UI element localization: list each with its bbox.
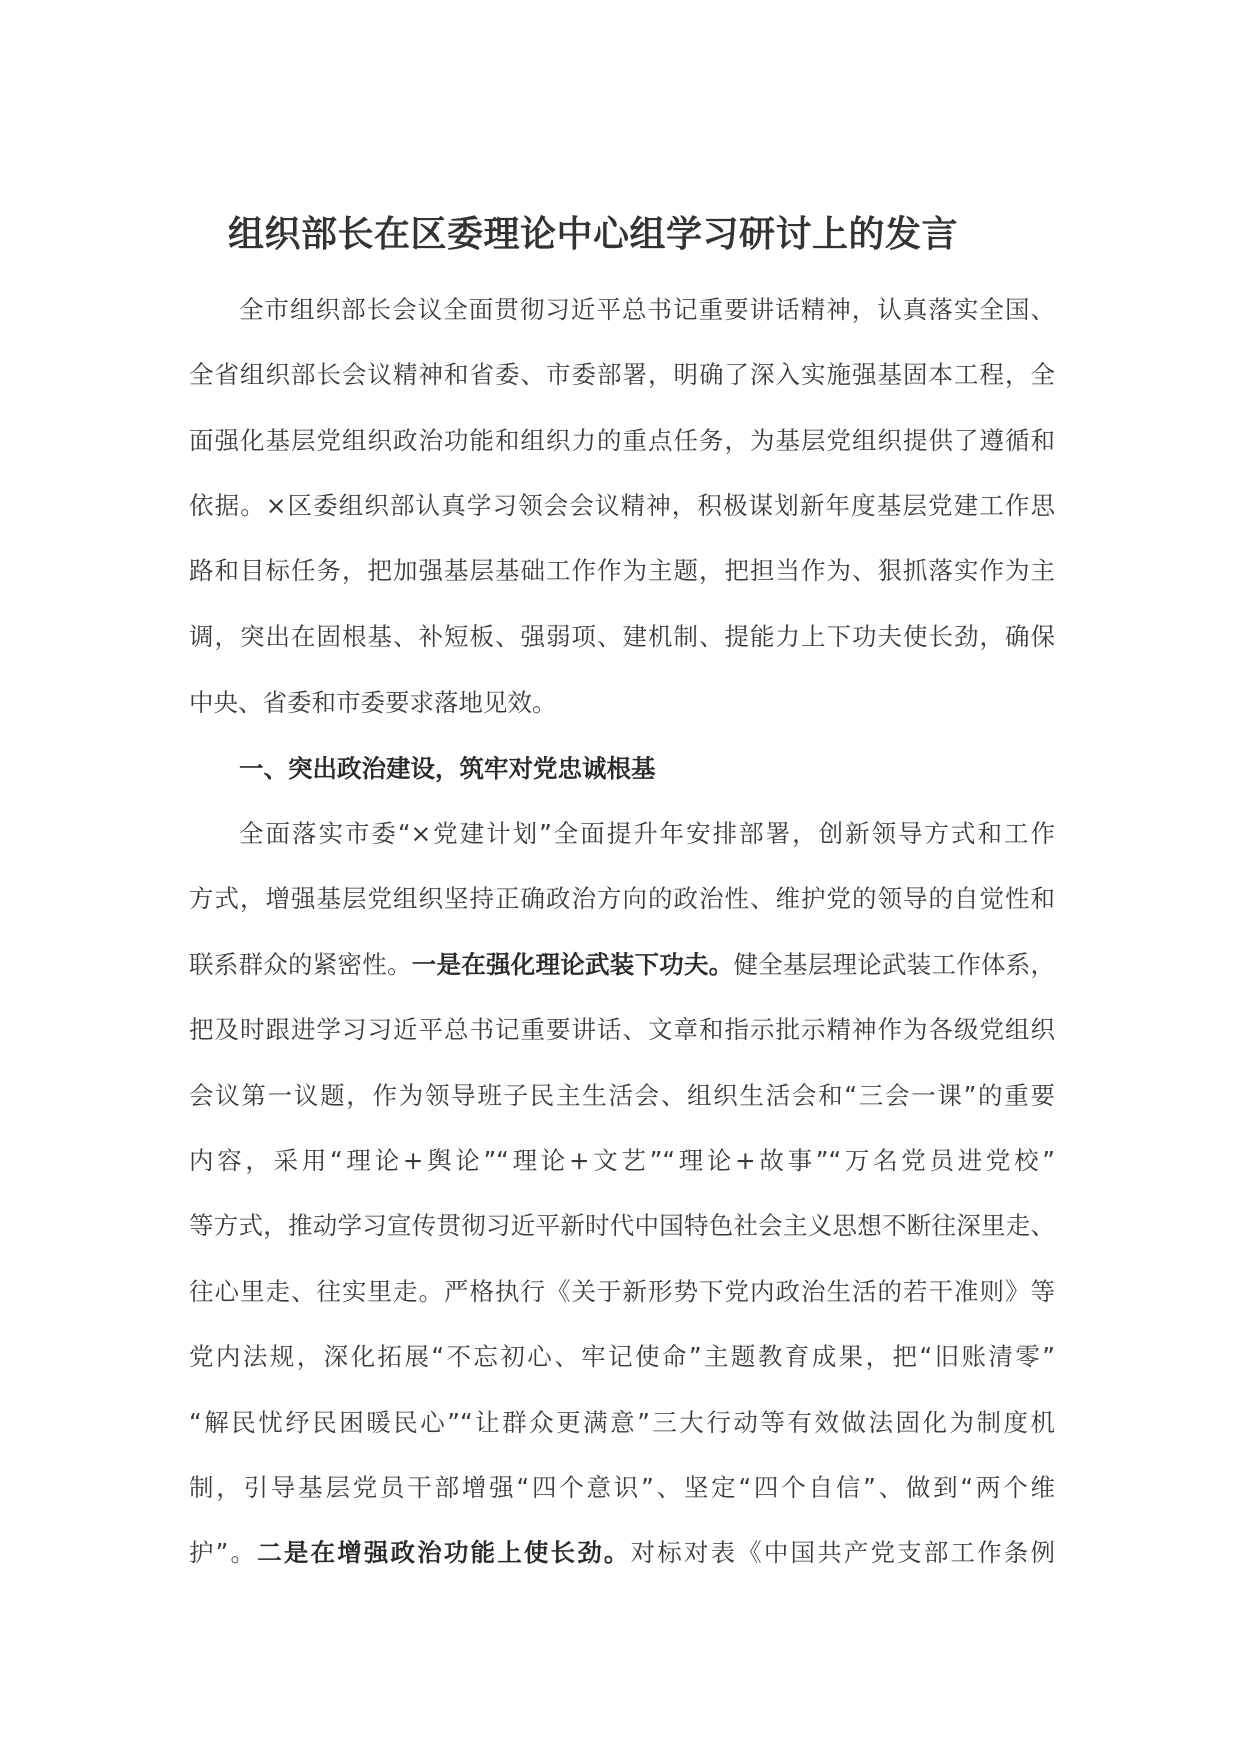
paragraph-line: 方式，增强基层党组织坚持正确政治方向的政治性、维护党的领导的自觉性和 (189, 884, 1055, 913)
paragraph-line: 面强化基层党组织政治功能和组织力的重点任务，为基层党组织提供了遵循和 (189, 426, 1055, 455)
document-title: 组织部长在区委理论中心组学习研讨上的发言 (228, 214, 959, 255)
paragraph-line: 依据。×区委组织部认真学习领会会议精神，积极谋划新年度基层党建工作思 (189, 491, 1055, 520)
paragraph-line: 等方式，推动学习宣传贯彻习近平新时代中国特色社会主义思想不断往深里走、 (189, 1211, 1055, 1240)
paragraph-line: 会议第一议题，作为领导班子民主生活会、组织生活会和“三会一课”的重要 (189, 1081, 1055, 1110)
text-segment: 对标对表《中国共产党支部工作条例 (630, 1538, 1056, 1567)
paragraph-line: 全面落实市委“×党建计划”全面提升年安排部署，创新领导方式和工作 (239, 819, 1055, 848)
paragraph-line: 调，突出在固根基、补短板、强弱项、建机制、提能力上下功夫使长劲，确保 (189, 622, 1055, 651)
paragraph-line: 全市组织部长会议全面贯彻习近平总书记重要讲话精神，认真落实全国、 (239, 295, 1055, 324)
paragraph-line: 中央、省委和市委要求落地见效。 (189, 688, 557, 717)
text-segment: 健全基层理论武装工作体系， (733, 950, 1055, 979)
paragraph-line: 制，引导基层党员干部增强“四个意识”、坚定“四个自信”、做到“两个维 (189, 1473, 1055, 1502)
paragraph-line: 党内法规，深化拓展“不忘初心、牢记使命”主题教育成果，把“旧账清零” (189, 1342, 1055, 1371)
paragraph-line: 往心里走、往实里走。严格执行《关于新形势下党内政治生活的若干准则》等 (189, 1277, 1055, 1306)
paragraph-line: 全省组织部长会议精神和省委、市委部署，明确了深入实施强基固本工程，全 (189, 360, 1055, 389)
section-heading: 一、突出政治建设，筑牢对党忠诚根基 (239, 754, 656, 783)
bold-emphasis: 二是在增强政治功能上使长劲。 (257, 1538, 631, 1567)
text-segment: 护”。 (189, 1538, 258, 1567)
paragraph-line: “解民忧纾民困暖民心”“让群众更满意”三大行动等有效做法固化为制度机 (189, 1408, 1055, 1437)
paragraph-line: 路和目标任务，把加强基层基础工作作为主题，把担当作为、狠抓落实作为主 (189, 556, 1055, 585)
paragraph-line (189, 1538, 1055, 1568)
text-segment: 联系群众的紧密性。 (189, 950, 412, 979)
paragraph-line (189, 950, 1055, 980)
paragraph-line: 把及时跟进学习习近平总书记重要讲话、文章和指示批示精神作为各级党组织 (189, 1015, 1055, 1044)
bold-emphasis: 一是在强化理论武装下功夫。 (411, 950, 734, 979)
paragraph-line: 内容，采用“理论+舆论”“理论+文艺”“理论+故事”“万名党员进党校” (189, 1146, 1055, 1175)
